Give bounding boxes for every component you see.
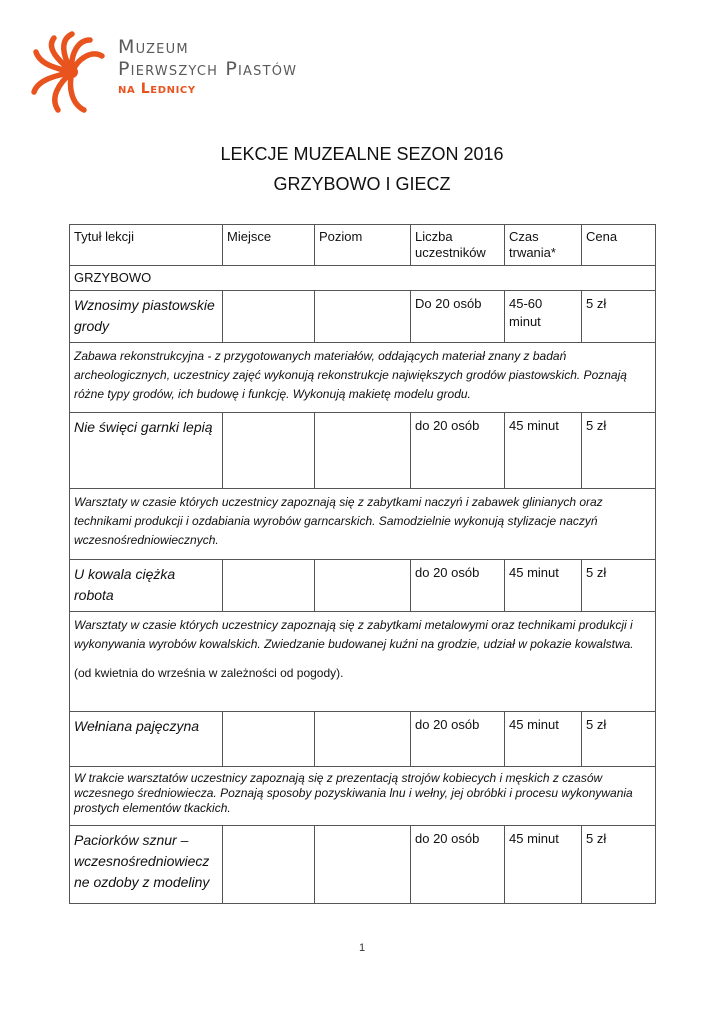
museum-logo-icon — [28, 30, 116, 116]
lesson-price: 5 zł — [582, 413, 656, 489]
header-participants: Liczba uczestników — [411, 225, 505, 266]
lesson-place — [223, 560, 315, 612]
lesson-participants: do 20 osób — [411, 413, 505, 489]
lesson-place — [223, 413, 315, 489]
lesson-level — [315, 826, 411, 904]
header-duration: Czas trwania* — [505, 225, 582, 266]
header-place: Miejsce — [223, 225, 315, 266]
page-number: 1 — [358, 942, 366, 954]
lesson-participants: do 20 osób — [411, 826, 505, 904]
table-header-row — [70, 225, 656, 266]
lesson-description: Warsztaty w czasie których uczestnicy zapoznają się z zabytkami naczyń i zabawek glinianych oraz technikami produkcji i ozdabiania wyrobów garncarskich. Samodzielnie wykonują stylizacje naczyń wczesnośredniowiecznych. — [70, 489, 656, 560]
lesson-duration: 45 minut — [505, 413, 582, 489]
lesson-description-cell — [70, 612, 656, 712]
header-level: Poziom — [315, 225, 411, 266]
section-label: GRZYBOWO — [70, 266, 656, 291]
lesson-description: Warsztaty w czasie których uczestnicy zapoznają się z zabytkami metalowymi oraz technikami produkcji i wykonywania wyrobów kowalskich. Zwiedzanie budowanej kuźni na grodzie, udział w pokazie kowalstwa. — [74, 618, 634, 651]
page-title: LEKCJE MUZEALNE SEZON 2016 — [220, 144, 504, 164]
lesson-name: Paciorków sznur – wczesnośredniowiecz ne ozdoby z modeliny — [70, 826, 223, 904]
description-row — [70, 343, 656, 413]
lesson-name: Wełniana pajęczyna — [70, 712, 223, 767]
lesson-price: 5 zł — [582, 291, 656, 343]
lesson-name: U kowala ciężka robota — [70, 560, 223, 612]
header-price: Cena — [582, 225, 656, 266]
lesson-price: 5 zł — [582, 826, 656, 904]
lesson-place — [223, 291, 315, 343]
description-row — [70, 612, 656, 712]
lesson-name: Wznosimy piastowskie grody — [70, 291, 223, 343]
lesson-level — [315, 712, 411, 767]
lesson-duration: 45 minut — [505, 560, 582, 612]
lesson-duration: 45 minut — [505, 826, 582, 904]
brand-line-2: Pierwszych Piastów — [118, 58, 298, 80]
lesson-participants: Do 20 osób — [411, 291, 505, 343]
header-title: Tytuł lekcji — [70, 225, 223, 266]
lesson-place — [223, 826, 315, 904]
lesson-level — [315, 291, 411, 343]
table-row — [70, 560, 656, 612]
lesson-description: Zabawa rekonstrukcyjna - z przygotowanych materiałów, oddających materiał znany z badań archeologicznych, uczestnicy zajęć wykonują rekonstrukcje największych grodów piastowskich. Poznają różne typy grodów, ich budowę i funkcję. Wykonują makietę modelu grodu. — [70, 343, 656, 413]
section-row — [70, 266, 656, 291]
lesson-name: Nie święci garnki lepią — [70, 413, 223, 489]
description-row — [70, 489, 656, 560]
description-row — [70, 767, 656, 826]
lesson-participants: do 20 osób — [411, 560, 505, 612]
lesson-duration: 45 minut — [505, 712, 582, 767]
table-row — [70, 291, 656, 343]
lesson-level — [315, 560, 411, 612]
lesson-price: 5 zł — [582, 560, 656, 612]
lesson-participants: do 20 osób — [411, 712, 505, 767]
lesson-note: (od kwietnia do września w zależności od pogody). — [74, 666, 344, 680]
page-subtitle: GRZYBOWO I GIECZ — [273, 174, 451, 194]
lesson-price: 5 zł — [582, 712, 656, 767]
table-row — [70, 712, 656, 767]
lessons-table — [69, 224, 656, 904]
lesson-place — [223, 712, 315, 767]
lesson-description: W trakcie warsztatów uczestnicy zapoznają się z prezentacją strojów kobiecych i męskich z czasów wczesnego średniowiecza. Poznają sposoby pozyskiwania lnu i wełny, jej obróbki i procesu wykonywania prostych elementów tkackich. — [70, 767, 656, 826]
lesson-duration: 45-60 minut — [505, 291, 582, 343]
museum-brand — [118, 36, 297, 97]
brand-line-3: na Lednicy — [118, 81, 196, 97]
brand-line-1: Muzeum — [118, 36, 189, 58]
lesson-level — [315, 413, 411, 489]
table-row — [70, 826, 656, 904]
table-row — [70, 413, 656, 489]
